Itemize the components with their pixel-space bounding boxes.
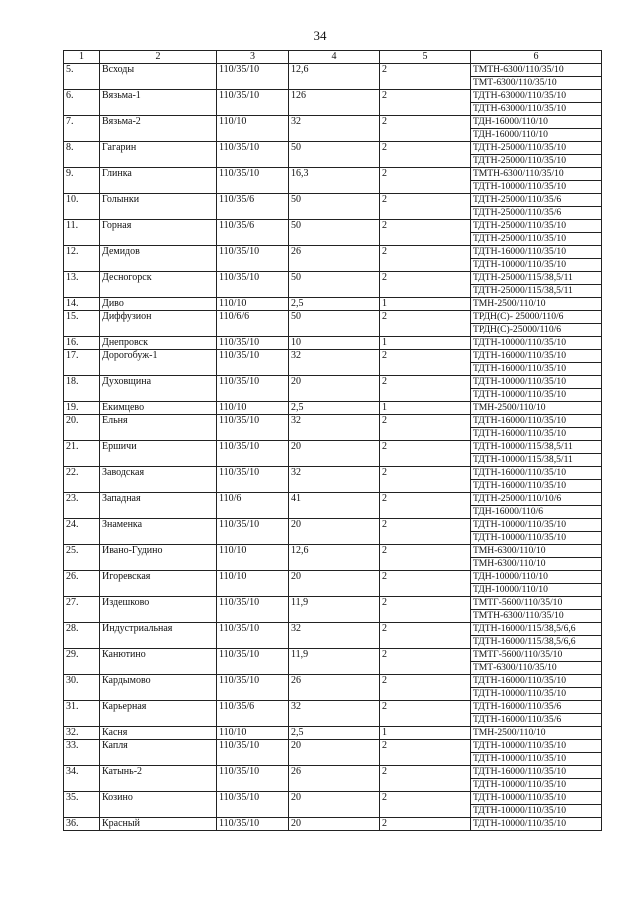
cell-number: 33.	[64, 740, 100, 766]
cell-voltage: 110/10	[217, 727, 289, 740]
table-row	[64, 272, 602, 285]
table-row	[64, 350, 602, 363]
cell-transformer-type: ТДТН-25000/115/38,5/11	[471, 285, 602, 298]
cell-voltage: 110/35/10	[217, 740, 289, 766]
cell-number: 17.	[64, 350, 100, 376]
cell-power: 20	[289, 519, 380, 545]
cell-transformer-type: ТДТН-16000/110/35/10	[471, 766, 602, 779]
cell-transformer-count: 1	[380, 337, 471, 350]
cell-transformer-type: ТДТН-10000/110/35/10	[471, 818, 602, 831]
cell-transformer-type: ТДТН-25000/110/35/10	[471, 155, 602, 168]
cell-number: 24.	[64, 519, 100, 545]
cell-number: 26.	[64, 571, 100, 597]
cell-voltage: 110/35/10	[217, 467, 289, 493]
table-row	[64, 142, 602, 155]
cell-power: 20	[289, 571, 380, 597]
cell-voltage: 110/10	[217, 571, 289, 597]
table-row	[64, 519, 602, 532]
cell-transformer-type: ТДТН-10000/110/35/10	[471, 740, 602, 753]
cell-voltage: 110/35/6	[217, 701, 289, 727]
cell-transformer-count: 2	[380, 350, 471, 376]
cell-number: 19.	[64, 402, 100, 415]
cell-number: 7.	[64, 116, 100, 142]
cell-transformer-count: 2	[380, 142, 471, 168]
cell-voltage: 110/35/10	[217, 818, 289, 831]
cell-transformer-type: ТДТН-25000/115/38,5/11	[471, 272, 602, 285]
cell-voltage: 110/35/10	[217, 64, 289, 90]
cell-substation-name: Горная	[100, 220, 217, 246]
cell-voltage: 110/35/10	[217, 597, 289, 623]
cell-transformer-count: 2	[380, 90, 471, 116]
cell-transformer-type: ТДТН-25000/110/35/6	[471, 207, 602, 220]
cell-transformer-type: ТДТН-10000/115/38,5/11	[471, 441, 602, 454]
cell-substation-name: Красный	[100, 818, 217, 831]
cell-substation-name: Дорогобуж-1	[100, 350, 217, 376]
cell-power: 26	[289, 246, 380, 272]
cell-number: 32.	[64, 727, 100, 740]
cell-substation-name: Кардымово	[100, 675, 217, 701]
cell-power: 41	[289, 493, 380, 519]
cell-number: 13.	[64, 272, 100, 298]
cell-transformer-type: ТДТН-25000/110/35/10	[471, 220, 602, 233]
cell-voltage: 110/35/10	[217, 142, 289, 168]
cell-power: 20	[289, 740, 380, 766]
table-body	[64, 64, 602, 831]
cell-voltage: 110/35/10	[217, 792, 289, 818]
cell-substation-name: Ершичи	[100, 441, 217, 467]
cell-transformer-count: 1	[380, 298, 471, 311]
cell-voltage: 110/35/10	[217, 441, 289, 467]
table-row	[64, 337, 602, 350]
cell-transformer-count: 2	[380, 649, 471, 675]
cell-number: 36.	[64, 818, 100, 831]
cell-voltage: 110/35/6	[217, 220, 289, 246]
cell-power: 26	[289, 675, 380, 701]
cell-number: 30.	[64, 675, 100, 701]
cell-transformer-type: ТДТН-10000/115/38,5/11	[471, 454, 602, 467]
cell-transformer-count: 2	[380, 623, 471, 649]
cell-transformer-type: ТДТН-16000/110/35/10	[471, 428, 602, 441]
cell-power: 12,6	[289, 64, 380, 90]
cell-number: 20.	[64, 415, 100, 441]
cell-transformer-count: 2	[380, 493, 471, 519]
cell-transformer-count: 2	[380, 597, 471, 623]
cell-number: 11.	[64, 220, 100, 246]
cell-transformer-type: ТДТН-16000/110/35/10	[471, 480, 602, 493]
table-row	[64, 818, 602, 831]
cell-number: 31.	[64, 701, 100, 727]
cell-transformer-type: ТДТН-63000/110/35/10	[471, 103, 602, 116]
cell-number: 5.	[64, 64, 100, 90]
cell-transformer-type: ТДТН-10000/110/35/10	[471, 688, 602, 701]
cell-power: 20	[289, 792, 380, 818]
cell-number: 22.	[64, 467, 100, 493]
cell-transformer-type: ТДТН-63000/110/35/10	[471, 90, 602, 103]
cell-transformer-type: ТДТН-16000/110/35/10	[471, 415, 602, 428]
cell-transformer-type: ТМТН-6300/110/35/10	[471, 168, 602, 181]
cell-transformer-type: ТДТН-16000/110/35/10	[471, 350, 602, 363]
cell-voltage: 110/35/10	[217, 90, 289, 116]
table-row	[64, 623, 602, 636]
cell-substation-name: Всходы	[100, 64, 217, 90]
cell-voltage: 110/35/10	[217, 272, 289, 298]
cell-number: 34.	[64, 766, 100, 792]
cell-transformer-type: ТДТН-16000/110/35/6	[471, 701, 602, 714]
cell-transformer-count: 1	[380, 402, 471, 415]
table-row	[64, 64, 602, 77]
cell-transformer-type: ТДТН-10000/110/35/10	[471, 337, 602, 350]
cell-transformer-type: ТМТ-6300/110/35/10	[471, 662, 602, 675]
cell-number: 27.	[64, 597, 100, 623]
table-row	[64, 376, 602, 389]
cell-transformer-count: 2	[380, 194, 471, 220]
table-row	[64, 220, 602, 233]
cell-transformer-type: ТРДН(С)-25000/110/6	[471, 324, 602, 337]
cell-power: 2,5	[289, 298, 380, 311]
cell-power: 11,9	[289, 597, 380, 623]
cell-transformer-count: 2	[380, 220, 471, 246]
cell-voltage: 110/35/6	[217, 194, 289, 220]
table-row	[64, 545, 602, 558]
column-header-5: 5	[380, 51, 471, 64]
cell-power: 50	[289, 220, 380, 246]
cell-number: 25.	[64, 545, 100, 571]
cell-power: 20	[289, 376, 380, 402]
cell-voltage: 110/10	[217, 116, 289, 142]
cell-transformer-count: 2	[380, 376, 471, 402]
cell-transformer-type: ТДТН-16000/110/35/10	[471, 675, 602, 688]
cell-transformer-type: ТМН-6300/110/10	[471, 545, 602, 558]
cell-substation-name: Десногорск	[100, 272, 217, 298]
cell-number: 10.	[64, 194, 100, 220]
cell-power: 32	[289, 116, 380, 142]
table-row	[64, 740, 602, 753]
cell-voltage: 110/35/10	[217, 675, 289, 701]
table-row	[64, 116, 602, 129]
column-header-6: 6	[471, 51, 602, 64]
cell-substation-name: Знаменка	[100, 519, 217, 545]
cell-power: 2,5	[289, 727, 380, 740]
table-row	[64, 571, 602, 584]
cell-voltage: 110/35/10	[217, 376, 289, 402]
cell-transformer-count: 2	[380, 571, 471, 597]
cell-voltage: 110/6	[217, 493, 289, 519]
cell-power: 32	[289, 701, 380, 727]
cell-substation-name: Вязьма-2	[100, 116, 217, 142]
cell-transformer-type: ТДН-16000/110/10	[471, 116, 602, 129]
cell-power: 50	[289, 272, 380, 298]
table-header	[64, 51, 602, 64]
cell-voltage: 110/35/10	[217, 649, 289, 675]
cell-transformer-type: ТДТН-16000/110/35/6	[471, 714, 602, 727]
cell-substation-name: Диво	[100, 298, 217, 311]
cell-voltage: 110/10	[217, 545, 289, 571]
table-row	[64, 701, 602, 714]
cell-substation-name: Гагарин	[100, 142, 217, 168]
column-header-4: 4	[289, 51, 380, 64]
cell-substation-name: Духовщина	[100, 376, 217, 402]
header-row	[64, 51, 602, 64]
column-header-3: 3	[217, 51, 289, 64]
cell-transformer-type: ТДТН-16000/110/35/10	[471, 246, 602, 259]
table-row	[64, 467, 602, 480]
table-row	[64, 311, 602, 324]
table-row	[64, 194, 602, 207]
cell-transformer-count: 2	[380, 168, 471, 194]
cell-number: 12.	[64, 246, 100, 272]
cell-power: 50	[289, 311, 380, 337]
cell-power: 32	[289, 467, 380, 493]
cell-number: 35.	[64, 792, 100, 818]
cell-substation-name: Днепровск	[100, 337, 217, 350]
cell-transformer-count: 1	[380, 727, 471, 740]
table-row	[64, 675, 602, 688]
cell-voltage: 110/35/10	[217, 246, 289, 272]
cell-substation-name: Голынки	[100, 194, 217, 220]
cell-power: 11,9	[289, 649, 380, 675]
table-row	[64, 298, 602, 311]
cell-transformer-type: ТМТГ-5600/110/35/10	[471, 597, 602, 610]
cell-substation-name: Ивано-Гудино	[100, 545, 217, 571]
cell-number: 8.	[64, 142, 100, 168]
cell-transformer-count: 2	[380, 272, 471, 298]
cell-transformer-count: 2	[380, 467, 471, 493]
cell-transformer-type: ТДТН-10000/110/35/10	[471, 181, 602, 194]
cell-transformer-count: 2	[380, 701, 471, 727]
cell-number: 9.	[64, 168, 100, 194]
cell-power: 20	[289, 441, 380, 467]
cell-transformer-type: ТДТН-10000/110/35/10	[471, 259, 602, 272]
cell-number: 16.	[64, 337, 100, 350]
cell-power: 126	[289, 90, 380, 116]
cell-number: 23.	[64, 493, 100, 519]
page-number: 34	[313, 28, 327, 43]
cell-substation-name: Издешково	[100, 597, 217, 623]
cell-power: 20	[289, 818, 380, 831]
table-row	[64, 402, 602, 415]
cell-power: 32	[289, 415, 380, 441]
cell-transformer-type: ТДТН-25000/110/35/6	[471, 194, 602, 207]
cell-transformer-type: ТМН-2500/110/10	[471, 298, 602, 311]
cell-voltage: 110/35/10	[217, 623, 289, 649]
cell-transformer-type: ТДТН-10000/110/35/10	[471, 376, 602, 389]
cell-substation-name: Козино	[100, 792, 217, 818]
cell-transformer-count: 2	[380, 519, 471, 545]
cell-substation-name: Западная	[100, 493, 217, 519]
cell-transformer-type: ТДТН-10000/110/35/10	[471, 389, 602, 402]
cell-transformer-count: 2	[380, 116, 471, 142]
cell-power: 16,3	[289, 168, 380, 194]
cell-number: 29.	[64, 649, 100, 675]
cell-transformer-count: 2	[380, 740, 471, 766]
table-row	[64, 493, 602, 506]
cell-transformer-count: 2	[380, 818, 471, 831]
cell-transformer-type: ТДТН-10000/110/35/10	[471, 805, 602, 818]
table-row	[64, 766, 602, 779]
cell-substation-name: Ельня	[100, 415, 217, 441]
cell-number: 15.	[64, 311, 100, 337]
cell-substation-name: Екимцево	[100, 402, 217, 415]
cell-transformer-type: ТДТН-16000/110/35/10	[471, 467, 602, 480]
cell-transformer-type: ТМТН-6300/110/35/10	[471, 64, 602, 77]
cell-transformer-type: ТДТН-25000/110/10/6	[471, 493, 602, 506]
cell-transformer-count: 2	[380, 441, 471, 467]
column-header-1: 1	[64, 51, 100, 64]
cell-transformer-type: ТМН-2500/110/10	[471, 727, 602, 740]
cell-transformer-type: ТДТН-16000/110/35/10	[471, 363, 602, 376]
cell-voltage: 110/10	[217, 298, 289, 311]
cell-substation-name: Карьерная	[100, 701, 217, 727]
cell-transformer-type: ТМН-6300/110/10	[471, 558, 602, 571]
cell-transformer-count: 2	[380, 415, 471, 441]
table-row	[64, 246, 602, 259]
cell-power: 32	[289, 350, 380, 376]
cell-number: 21.	[64, 441, 100, 467]
cell-substation-name: Катынь-2	[100, 766, 217, 792]
cell-voltage: 110/35/10	[217, 415, 289, 441]
table-row	[64, 415, 602, 428]
cell-transformer-type: ТДТН-10000/110/35/10	[471, 779, 602, 792]
cell-voltage: 110/35/10	[217, 519, 289, 545]
cell-transformer-count: 2	[380, 792, 471, 818]
cell-transformer-type: ТДН-16000/110/6	[471, 506, 602, 519]
cell-number: 6.	[64, 90, 100, 116]
cell-transformer-count: 2	[380, 545, 471, 571]
cell-substation-name: Глинка	[100, 168, 217, 194]
cell-transformer-type: ТДТН-16000/115/38,5/6,6	[471, 636, 602, 649]
cell-transformer-type: ТМТН-6300/110/35/10	[471, 610, 602, 623]
substations-table	[63, 50, 602, 831]
cell-transformer-count: 2	[380, 766, 471, 792]
cell-substation-name: Канютино	[100, 649, 217, 675]
table-row	[64, 727, 602, 740]
cell-power: 2,5	[289, 402, 380, 415]
cell-substation-name: Капля	[100, 740, 217, 766]
cell-transformer-type: ТМТГ-5600/110/35/10	[471, 649, 602, 662]
cell-power: 50	[289, 194, 380, 220]
cell-voltage: 110/35/10	[217, 766, 289, 792]
cell-voltage: 110/10	[217, 402, 289, 415]
cell-transformer-count: 2	[380, 64, 471, 90]
cell-power: 50	[289, 142, 380, 168]
cell-power: 26	[289, 766, 380, 792]
table-row	[64, 168, 602, 181]
cell-power: 10	[289, 337, 380, 350]
cell-number: 28.	[64, 623, 100, 649]
cell-transformer-type: ТДТН-10000/110/35/10	[471, 519, 602, 532]
cell-substation-name: Индустриальная	[100, 623, 217, 649]
cell-voltage: 110/6/6	[217, 311, 289, 337]
cell-voltage: 110/35/10	[217, 168, 289, 194]
cell-transformer-type: ТДН-10000/110/10	[471, 571, 602, 584]
table-row	[64, 597, 602, 610]
column-header-2: 2	[100, 51, 217, 64]
cell-voltage: 110/35/10	[217, 337, 289, 350]
cell-transformer-type: ТДН-10000/110/10	[471, 584, 602, 597]
cell-substation-name: Игоревская	[100, 571, 217, 597]
cell-power: 12,6	[289, 545, 380, 571]
cell-transformer-type: ТДТН-10000/110/35/10	[471, 753, 602, 766]
cell-transformer-type: ТДТН-25000/110/35/10	[471, 233, 602, 246]
cell-transformer-type: ТДТН-16000/115/38,5/6,6	[471, 623, 602, 636]
cell-transformer-type: ТРДН(С)- 25000/110/6	[471, 311, 602, 324]
cell-transformer-count: 2	[380, 246, 471, 272]
cell-substation-name: Вязьма-1	[100, 90, 217, 116]
cell-voltage: 110/35/10	[217, 350, 289, 376]
cell-transformer-type: ТДТН-10000/110/35/10	[471, 532, 602, 545]
cell-substation-name: Касня	[100, 727, 217, 740]
cell-transformer-count: 2	[380, 675, 471, 701]
table-row	[64, 649, 602, 662]
cell-number: 18.	[64, 376, 100, 402]
table-row	[64, 792, 602, 805]
cell-transformer-type: ТМТ-6300/110/35/10	[471, 77, 602, 90]
cell-substation-name: Заводская	[100, 467, 217, 493]
cell-number: 14.	[64, 298, 100, 311]
cell-substation-name: Диффузион	[100, 311, 217, 337]
cell-transformer-type: ТДТН-10000/110/35/10	[471, 792, 602, 805]
cell-power: 32	[289, 623, 380, 649]
cell-transformer-type: ТДТН-25000/110/35/10	[471, 142, 602, 155]
cell-transformer-count: 2	[380, 311, 471, 337]
cell-transformer-type: ТДН-16000/110/10	[471, 129, 602, 142]
cell-transformer-type: ТМН-2500/110/10	[471, 402, 602, 415]
table-row	[64, 90, 602, 103]
table-row	[64, 441, 602, 454]
cell-substation-name: Демидов	[100, 246, 217, 272]
